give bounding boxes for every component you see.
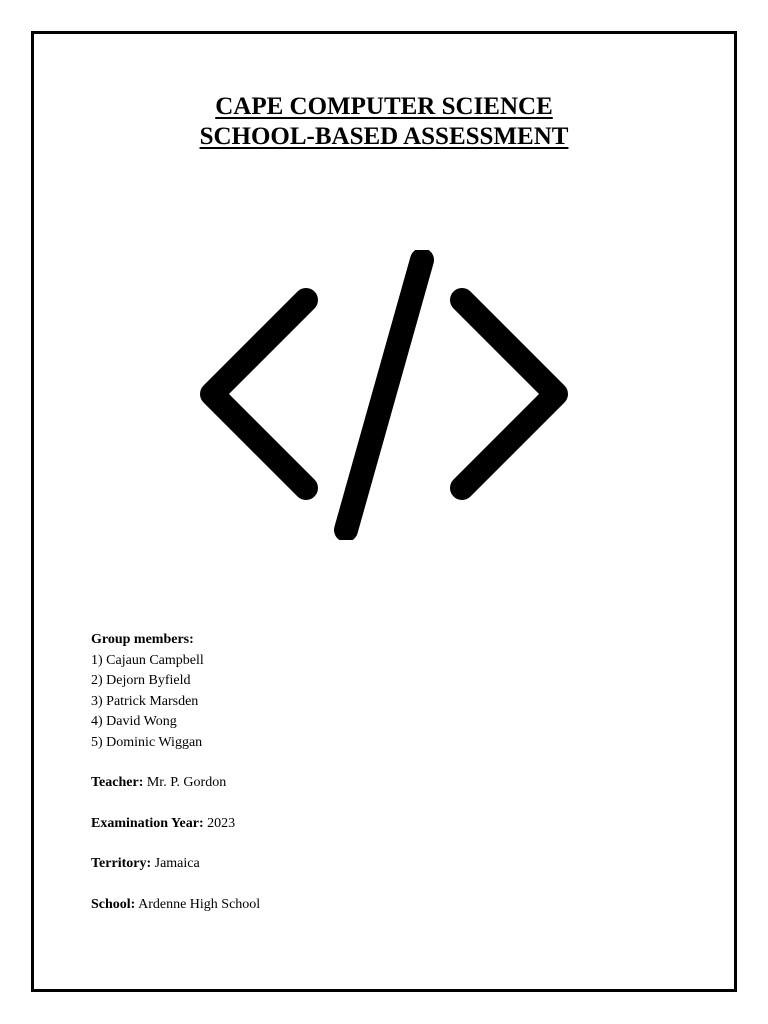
right-angle-bracket bbox=[462, 300, 556, 488]
exam-year-value: 2023 bbox=[207, 815, 236, 831]
list-item: 1) Cajaun Campbell bbox=[91, 652, 204, 668]
title-line-1: CAPE COMPUTER SCIENCE bbox=[215, 93, 553, 120]
territory-field bbox=[91, 854, 260, 875]
document-title bbox=[0, 92, 768, 152]
assessment-details bbox=[91, 630, 260, 915]
teacher-label: Teacher: bbox=[91, 775, 144, 790]
list-item: 2) Dejorn Byfield bbox=[91, 673, 191, 688]
school-label: School: bbox=[91, 896, 136, 912]
left-angle-bracket bbox=[212, 300, 306, 488]
list-item: 3) Patrick Marsden bbox=[91, 693, 199, 709]
teacher-field bbox=[91, 773, 260, 794]
territory-label: Territory: bbox=[91, 856, 152, 871]
group-members-label: Group members: bbox=[91, 632, 194, 647]
list-item: 5) Dominic Wiggan bbox=[91, 734, 203, 750]
territory-value: Jamaica bbox=[154, 856, 200, 871]
school-value: Ardenne High School bbox=[138, 896, 261, 912]
school-field bbox=[91, 895, 260, 916]
forward-slash bbox=[346, 260, 422, 530]
list-item: 4) David Wong bbox=[91, 714, 177, 729]
group-members-list bbox=[91, 651, 260, 754]
exam-year-field bbox=[91, 814, 260, 835]
code-brackets-icon bbox=[196, 250, 572, 540]
title-line-2: SCHOOL-BASED ASSESSMENT bbox=[199, 123, 569, 150]
teacher-value: Mr. P. Gordon bbox=[146, 775, 227, 790]
exam-year-label: Examination Year: bbox=[91, 815, 204, 831]
